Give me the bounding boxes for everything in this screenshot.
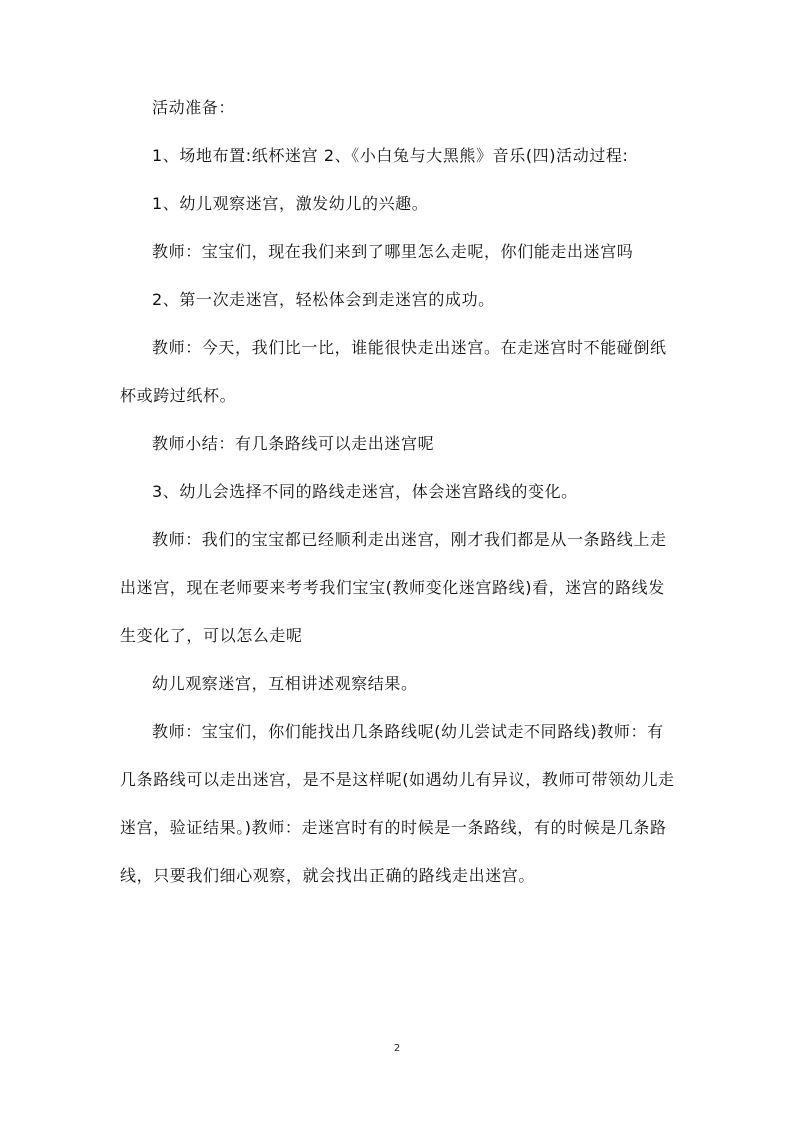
- document-body: [120, 94, 676, 910]
- paragraph-children-observe: 幼儿观察迷宫，互相讲述观察结果。: [152, 674, 418, 693]
- paragraph-teacher-instruction: 教师：今天，我们比一比，谁能很快走出迷宫。在走迷宫时不能碰倒纸杯或跨过纸杯。: [120, 338, 667, 405]
- paragraph-teacher-summary: 教师小结：有几条路线可以走出迷宫呢: [152, 434, 435, 453]
- paragraph-teacher-conclusion: 教师：宝宝们，你们能找出几条路线呢(幼儿尝试走不同路线)教师：有几条路线可以走出迷宫，是不是这样呢(如遇幼儿有异议，教师可带领幼儿走迷宫，验证结果。)教师：走迷宫时有的时候是一条路线，有的时候是几条路线，只要我们细心观察，就会找出正确的路线走出迷宫。: [120, 722, 675, 885]
- paragraph-step-3: 3、幼儿会选择不同的路线走迷宫，体会迷宫路线的变化。: [152, 482, 578, 501]
- paragraph-teacher-route-change: 教师：我们的宝宝都已经顺利走出迷宫，刚才我们都是从一条路线上走出迷宫，现在老师要来考考我们宝宝(教师变化迷宫路线)看，迷宫的路线发生变化了，可以怎么走呢: [120, 530, 667, 645]
- page-number: 2: [393, 1043, 401, 1054]
- paragraph-teacher-question-1: 教师：宝宝们，现在我们来到了哪里怎么走呢，你们能走出迷宫吗: [152, 242, 634, 261]
- paragraph-preparation-heading: 活动准备：: [152, 98, 236, 117]
- paragraph-venue-layout: 1、场地布置:纸杯迷宫 2、《小白兔与大黑熊》音乐(四)活动过程:: [152, 146, 629, 165]
- paragraph-step-2: 2、第一次走迷宫，轻松体会到走迷宫的成功。: [152, 290, 495, 309]
- paragraph-step-1: 1、幼儿观察迷宫，激发幼儿的兴趣。: [152, 194, 429, 213]
